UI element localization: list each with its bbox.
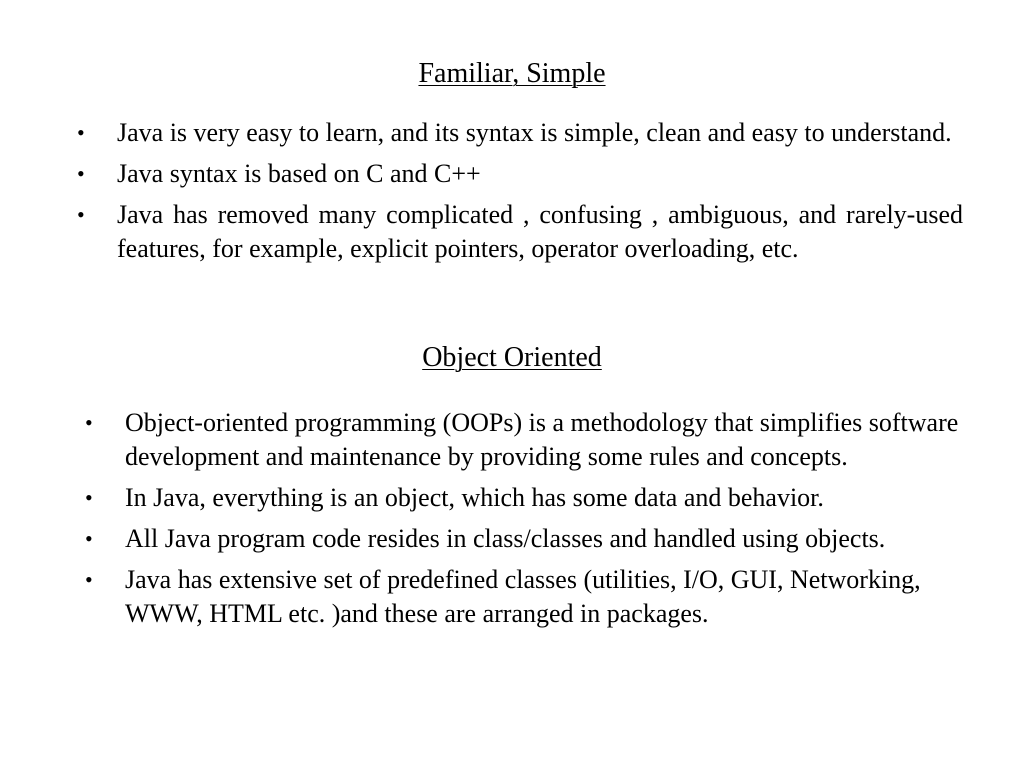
bullet-icon: • bbox=[77, 120, 85, 145]
bullet-text: Object-oriented programming (OOPs) is a methodology that simplifies software development and maintenance by providing some rules and concepts. bbox=[125, 408, 959, 471]
bullet-list-object-oriented bbox=[85, 406, 975, 638]
bullet-text: Java has removed many complicated , confusing , ambiguous, and rarely-used features, for example, explicit pointers, operator overloading, etc. bbox=[117, 200, 963, 263]
bullet-icon: • bbox=[77, 161, 85, 186]
bullet-text: In Java, everything is an object, which has some data and behavior. bbox=[125, 483, 824, 512]
list-item bbox=[77, 198, 963, 266]
section-heading-familiar-simple: Familiar, Simple bbox=[418, 58, 606, 89]
list-item bbox=[85, 522, 975, 556]
list-item bbox=[85, 406, 975, 474]
section-heading-object-oriented: Object Oriented bbox=[422, 342, 602, 373]
list-item bbox=[77, 157, 963, 191]
list-item bbox=[85, 481, 975, 515]
bullet-icon: • bbox=[85, 485, 93, 510]
bullet-icon: • bbox=[85, 567, 93, 592]
bullet-icon: • bbox=[77, 202, 85, 227]
bullet-text: Java syntax is based on C and C++ bbox=[117, 159, 481, 188]
bullet-list-familiar-simple bbox=[77, 116, 963, 273]
bullet-text: Java is very easy to learn, and its syntax is simple, clean and easy to understand. bbox=[117, 118, 952, 147]
bullet-icon: • bbox=[85, 410, 93, 435]
bullet-icon: • bbox=[85, 526, 93, 551]
bullet-text: Java has extensive set of predefined classes (utilities, I/O, GUI, Networking, WWW, HTML etc. )and these are arranged in packages. bbox=[125, 565, 921, 628]
list-item bbox=[77, 116, 963, 150]
bullet-text: All Java program code resides in class/classes and handled using objects. bbox=[125, 524, 886, 553]
list-item bbox=[85, 563, 975, 631]
